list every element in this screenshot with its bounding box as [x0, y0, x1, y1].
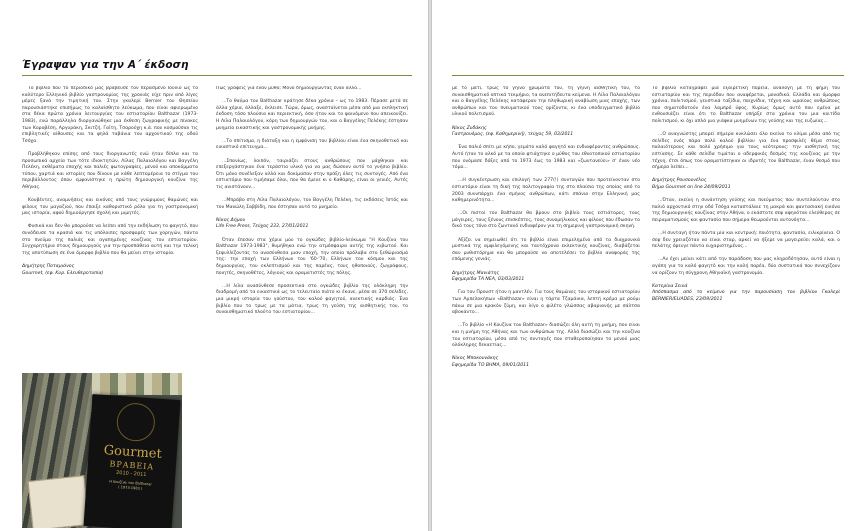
- signature: [452, 271, 640, 284]
- cover-subtitle: ΒΡΑΒΕΙΑ: [109, 459, 155, 472]
- signature-name: Δημήτρης Ρουσουνέλος: [652, 178, 707, 184]
- paragraph: ...Αν έχει μείνει κάτι από την παράδοση που μας κληροδότησαν, αυτό είναι η αγάπη για το καλό φαγητό και την καλή παρέα, δύο συστατικά που συνεχίζουν να ορίζουν τη σύγχρονη Αθηναϊκή γαστρονομία.: [652, 257, 840, 276]
- text-column-1: [22, 86, 198, 372]
- heading-rule: [22, 75, 412, 76]
- signature-name: Κατερίνα Σεινά: [652, 283, 688, 289]
- right-page: [432, 0, 860, 531]
- text-column-3: [452, 86, 640, 526]
- signature-name: Δημήτρης Ποταμιάνος: [22, 264, 75, 270]
- signature-source: Εφημερίδα ΤΟ ΒΗΜΑ, 09/01/2011: [452, 362, 530, 368]
- signature-name: Νίκος Μποκουνάκης: [452, 356, 499, 362]
- paragraph: ...Μπράβο στη Λίλα Παλαιολόγου, τον Βαγγέλη Πελέκη, τις εκδόσεις Ίστός και τον Μανώλη Σαββίδη, που έστησαν αυτό το μνημείο.: [216, 198, 408, 210]
- cover-years: 2010 - 2011: [115, 469, 147, 479]
- left-page: [0, 0, 428, 531]
- cover-book-title: Η Κουζίνα του Balthazar: [109, 479, 153, 487]
- signature: [22, 264, 198, 277]
- award-book-cover: [84, 394, 181, 528]
- signature: [452, 356, 640, 369]
- paragraph: Το βιβλίο καταγράφει μια εξαιρετική πορεία, ανάλογη με τη φήμη του εστιατορίου και της περιόδου που αναφέρεται, μοναδικά. Ελλάδα και όμορφα χρόνια, πολιτισμού, γευστικά ταξίδια, παιχνίδια, τέχνη και ωραίους ανθρώπους που σηματοδοτούν ένα λαμπρό ύφος. Κυρίως όμως αυτό που εμένα με ενθουσιάζει είναι ότι το Balthazar υπήρξε στα χρόνια του μια κοιτίδα πολιτισμού, κι όχι απλά μια γιάφκα μυημένων της γεύσης και της ευζωίας...: [652, 86, 840, 124]
- emblem-icon: [116, 402, 157, 443]
- text-column-2: [216, 86, 408, 526]
- signature: [652, 284, 840, 304]
- signature-source: Life Free Press, Τεύχος 233, 27/01/2011: [216, 224, 309, 230]
- paragraph: Ένα παλιό σπίτι με κήπο, γεμάτο καλό φαγητό και ενδιαφέροντες ανθρώπους. Αυτό ήταν το αλκό με τα οποία φτιάχτηκε ο μύθος του εθνοτοπικού εστιατορίου που ονόμασε δόξες από το 1973 έως το 1983 και «ζωντανεύει» σ' έναν νέο τόμο...: [452, 145, 640, 171]
- signature-name: Νίκος Δήμου: [216, 217, 246, 223]
- paragraph: Το βιβλίο που το περιοδικό μας βράβευσε τον περασμένο Ιούνιο ως το καλύτερο Ελληνικό βιβλίο γαστρονομίας της χρονιάς είχε πριν από λίγες μέρες ξανά την τιμητική του. Στην γκαλερί Bernier του Θησείου παρουσιάστηκε επισήμως το καλαίσθητο λεύκωμα, που είναι αφιερωμένο στα δέκα πρώτα χρόνια λειτουργίας του εστιατορίου Balthazar (1973-1983), ενώ παράλληλα διοργανώθηκε μια έκθεση ζωγραφικής με πίνακες των Κοροβέση, Αργυράκη, Σκιτζή, Γαϊτη, Τσαρούχη κ.ά. που κοσμούσαν τις επιβλητικές αίθουσες και τα ψηλά ταβάνια του αρχοντικού της οδού Τσόχα.: [22, 86, 198, 144]
- page-heading: Έγραψαν για την Α΄ έκδοση: [22, 59, 189, 71]
- signature-name: Νίκος Ζυδάκης: [452, 125, 487, 131]
- signature-source: Εφημερίδα ΤΑ ΝΕΑ, 03/03/2011: [452, 277, 525, 283]
- paragraph: ...Σπανίως, λοιπόν, ταιριάζει στους ανθρώπους που μάχθηκαν και επεξεργάστηκαν ένα τεράστιο υλικό για να μας δώσουν αυτό το γνήσιο βιβλίο. Ότι μόνο συνέλεξαν αλλά και δοκίμασαν στην πράξη όλες τις συνταγές. Από ένα εστιατόριο που τιμήσαμε όλοι, που θα έμενε κι ο Καθάρης, είναι οι γενιές. Αυτές τις ανιστάνουν...: [216, 158, 408, 190]
- paragraph: Για τον Προυστ ήταν η μαντλέν. Για τους θαμώνες του ιστορικού εστιατορίου των Αμπελοκήπων «Balthazar» είναι η τάρτα Τζαμάικα, λεπτή κρέμα με ρούμι πάνω σε μια κρακόν ζύμη, και λίγο ο φιλέτο γλώσσας αβαριανής με σάλτσα αβοκάντο...: [452, 290, 640, 316]
- paragraph: ...Ο αναγνώστης μπορεί σήμερα κυκλώσει όλο εκείνο το κλίμα μέσα από τις σελίδες ενός πάρα πολύ καλού βιβλίου για ένα προσφιλές θέμα στους παλαιότερους και πολύ χρήσιμο για τους νεότερους: την αισθητική της εστίασης. Σε κάθε σελίδα τιμάται ο αδερφικός δεσμός της κουζίνας με την τέχνη, έτσι όπως τον οραματίστηκαν οι ιδρυτές του Balthazar, έναν θεσμό που σήμερα λείπει...: [652, 132, 840, 171]
- paragraph: Κουβέντες, αναμνήσεις και εικόνες από τους γνώριμους θαμώνες και φίλους του μαγαζιού, που έπαιξε καθοριστικό ρόλο για τη γαστρονομική μας ιστορία, αφού δημιούργησε σχολή και μιμητές.: [22, 198, 198, 217]
- paragraph: ...Το βιβλίο «Η Κουζίνα του Balthazar» διασώζει όλη αυτή τη μνήμη, που είναι και η μνήμη της Αθήνας και των ανθρώπων της. Αλλά διασώζει και την κουζίνα του εστιατορίου, μέσα από τις συνταγές που σταθεροποίησαν το μενού μιας ολόκληρης δεκαετίας...: [452, 323, 640, 349]
- paragraph: ...Η συνταγή ήταν πάντα μία και κεντρική: ποιότητα, φαντασία, ειλικρίνεια. Ο σεφ δεν χρειαζόταν να είναι σταρ, αρκεί να ήξερε να μαγειρεύει καλά, και ο πελάτης έφευγε πάντα ευχαριστημένος...: [652, 231, 840, 250]
- cover-caption: [92, 478, 169, 493]
- signature: [652, 178, 840, 191]
- paragraph: Πώς γράφεις για έναν μύθο; Μόνο δημιουργώντας έναν άλλο...: [216, 86, 362, 91]
- paragraph: ...Όταν, εκείνη η συνάντηση γεύσης και πνεύματος που συντελούνταν στο παλιό αρχοντικό στην οδό Τσόχα καταστάλαιε τη μακρά και φαντασιακή εικόνα της δημιουργικής κουζίνας στην Αθήνα, ο εκάστοτε σεφ αφηνόταν ελεύθερος σε πειραματισμούς και φαντασία που σήμερα θεωρούνται αυτονόητα...: [652, 198, 840, 223]
- paragraph: ...Η συγκέντρωση και επιλογή των 277(!) συνταγών που προτείνονταν στο εστιατόριο είναι τη δική της πολιτογραφία της στο πλαίσιο της οποίας από το 2003 συνυπάρχει ένα σμήνος ανθρώπων, κάτι σπάνιο στην Ελληνική μας καθημερινότητα...: [452, 178, 640, 204]
- cover-title: Gourmet: [103, 443, 163, 463]
- paragraph: ...Το σπίτισμα, η διάταξη και η εμφάνιση του βιβλίου είναι ένα σκηνοθετικό και εικαστικό επίτευγμα...: [216, 138, 408, 151]
- cover-book-years: ( 1973-1983 ): [118, 485, 143, 491]
- paragraph: Προβλήθηκαν επίσης από τους διοργανωτές ενώ ήταν δίπλα και τα προσωπικά αρχεία των τότε ιδιοκτητών, Λίλας Παλαιολόγου και Βαγγέλη Πελέκη, εκθέματα εποχής και παλιές φωτογραφίες, μενού και αποκόμματα τύπου, χαρτιά και ιστορίες που δίνουν με κάθε λεπτομέρεια το στίγμα του περιβάλλοντος όπου εμφανίστηκε η πρώτη δημιουργική κουζίνα της Αθήνας.: [22, 151, 198, 190]
- heading-rule: [452, 75, 844, 76]
- paragraph: ...Το θαύμα του Balthazar κράτησε δέκα χρόνια – ως το 1983. Πέρασε μετά σε άλλα χέρια, άλλαξε, έκλεισε. Τώρα, όμως, ανασταίνεται μέσα από μια εκπληκτική έκδοση τόσο πλούσια και περιεκτική, όσο ήταν και το φαινόμενο που απεικονίζει. Η Λίλα Παλαιολόγου, κόρη των δημιουργών του, και ο Βαγγέλης Πελέκης έστησαν μνημείο εικαστικής και γαστρονομικής μνήμης.: [216, 99, 408, 131]
- booklet-image: [28, 475, 90, 528]
- paragraph: Φυσικά και δεν θα μπορούσε να λείπει από την εκδήλωση το φαγητό, που συνόδευσε τα κρασιά και τις υπόλοιπες προσφορές των χορηγών, πάντα στο πνεύμα της παλιάς και αγαπημένης κουζίνας του εστιατορίου. Συγχαρητήρια στους δημιουργούς για την προσπάθεια αυτή και την τελική της αποτύπωση σε ένα όμορφο βιβλίο που θα μείνει στην ιστορία.: [22, 224, 198, 256]
- paragraph: ...Οι πιστοί του Balthazar θα βρουν στο βιβλίο τους εστιάτορες, τους μάγειρες, τους ξένους επισκέπτες, τους συνομήλικους και φίλους που έδωσαν το δικό τους τόνο στο ζωντανό ενδιαφέρον για τη σημερινή γαστρονομική σκηνή.: [452, 211, 640, 230]
- paragraph: ...Η λίλα ανασύνθεσε προσεκτικά στο ογκώδες βιβλίο της ολόκληρη την διαδρομή από τα εικαστικά ως το τελευταίο πιάτο κι έκανε, μέσα σε 370 σελίδες, μια μικρή ιστορία του γούστου, του καλού φαγητού, ανεκτικής καρδιάς. Ένα βιβλίο που το τρως με τα μάτια, τρως τη γεύση της αισθητικής του, το συναισθηματικό πλούτο του εστιατορίου...: [216, 283, 408, 316]
- book-photo: [22, 373, 182, 528]
- paragraph: με το μάτι, τρως το γήινο χρώματά του, τη γήινη αισθητική του, το συναισθηματικό οπτικά τεκμήριο, τα ανεπιτήδευτα κείμενα. Η Λίλα Παλαιολόγου και ο Βαγγέλης Πελέκης κατάφεραν την πληθωρική αναβίωση μιας εποχής, των ανθρώπων και του πνευματικού τους ορίζοντα, κι ένα υποδειγματικό βιβλίο υλικού πολιτισμού.: [452, 86, 640, 118]
- text-column-4: [652, 86, 840, 526]
- signature-name: Δημήτρης Μανιάτης: [452, 270, 500, 276]
- signature-source: Απόσπασμα από το κείμενο για την παρουσίαση του βιβλίου Γκαλερί BERNIER/ELIADES, 23/09/2011: [652, 290, 840, 302]
- paragraph: Αξίζει να σημειωθεί ότι το βιβλίο είναι επιμελημένο από τα διαχρονικά μυστικά της αμφιλεγόμενης και ταυτόχρονα εκλεκτικής κουζίνας, διαβάζεται σαν μυθιστόρημα και θα μπορούσε να αποτελέσει το βιβλίο αναφοράς της επόμενης γενιάς.: [452, 237, 640, 263]
- signature-source: Βήμα Gourmet on line 24/09/2011: [652, 184, 731, 190]
- signature-source: Γαστρονόμος, (εφ. Καθημερινή), τεύχος 59, 03/2011: [452, 132, 574, 138]
- signature-source: Gourmet, (εφ. Κυρ. Ελευθεροτυπία): [22, 270, 104, 276]
- signature: [216, 218, 408, 231]
- paragraph: Όταν έπεσαν στα χέρια μου το ογκώδες βιβλίο-λεύκωμα "Η Κουζίνα του Balthazar 1973-1983", θυμήθηκα ενώ την ατμόσφαιρα αυτής της κιβωτού. Και ξεφυλλίζοντάς το ανασύνθεσα μιαν εποχή, την οποία πρόλαβα στο ξεθώριασμά της: την εποχή των Ελλήνων του '60-'70, Ελλήνων του κόσμου και της δημιουργίας, του εκλεπτισμού και της παρέας, τους ηθοποιούς, ζωγράφους, ποιητές, σκηνοθέτες, λόγιους και οραματιστές της πόλης.: [216, 237, 408, 276]
- signature: [452, 126, 640, 139]
